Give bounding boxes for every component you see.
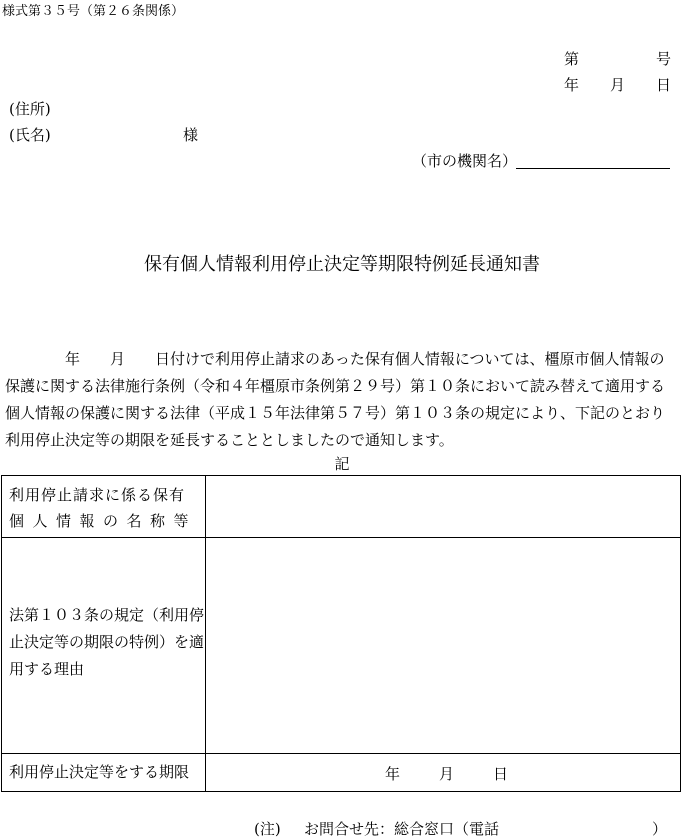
sender-org-underline [516,168,670,169]
row-label-info-name [2,476,206,537]
deadline-value-cell[interactable] [207,754,680,791]
deadline-day: 日 [493,765,509,783]
doc-number-go: 号 [656,50,672,68]
doc-date-year: 年 [564,76,580,94]
table-row-reason [2,538,680,754]
row-label-line: 個人情報の名称等 [9,512,198,530]
note-close-paren: ） [652,820,668,838]
deadline-month: 月 [439,765,455,783]
body-line: 利用停止決定等の期限を延長することとしましたので通知します。 [5,431,454,449]
body-line: 保護に関する法律施行条例（令和４年橿原市条例第２９号）第１０条において読み替えて適用する [5,377,666,395]
body-line: 個人情報の保護に関する法律（平成１５年法律第５７号）第１０３条の規定により、下記のとおり [5,404,666,422]
row-label-reason: 法第１０３条の規定（利用停止決定等の期限の特例）を適用する理由 [2,538,206,753]
reason-value-cell[interactable] [207,538,680,753]
ki-heading: 記 [334,455,350,473]
body-line: 年 月 日付けで利用停止請求のあった保有個人情報については、橿原市個人情報の [5,350,665,368]
row-label-line: 利用停止請求に係る保有 [9,486,186,504]
deadline-year: 年 [385,765,401,783]
table-row-info-name [2,476,680,538]
doc-date-day: 日 [656,76,672,94]
form-number-label: 様式第３５号（第２６条関係） [2,4,185,19]
details-table [1,475,681,792]
doc-date-month: 月 [610,76,626,94]
note-contact: お問合せ先：総合窓口（電話 [304,820,500,838]
table-row-deadline [2,754,680,791]
recipient-name-line [9,124,199,145]
body-paragraph [5,346,681,454]
recipient-name-label: (氏名) [9,126,51,144]
document-date [564,74,674,94]
recipient-address-label: (住所) [9,100,51,118]
row-label-deadline: 利用停止決定等をする期限 [2,754,206,791]
recipient-honorific: 様 [183,126,199,144]
document-title: 保有個人情報利用停止決定等期限特例延長通知書 [144,254,540,275]
sender-org-label: （市の機関名） [412,152,518,170]
doc-number-dai: 第 [564,50,580,68]
note-label: (注) [254,820,281,838]
info-name-value-cell[interactable] [207,476,680,537]
